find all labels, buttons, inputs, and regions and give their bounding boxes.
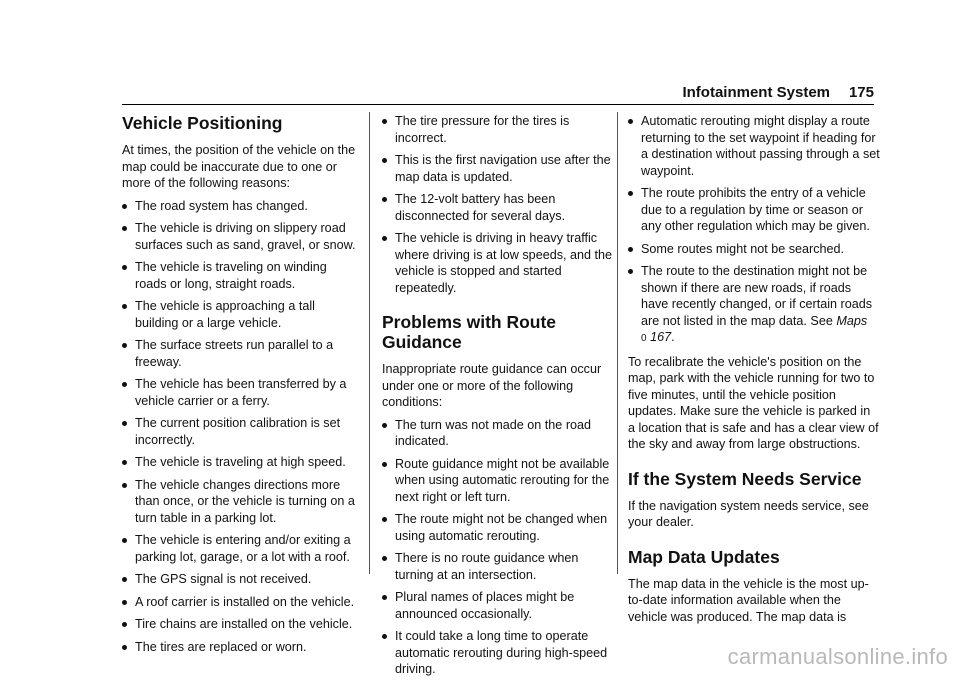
bullet-icon xyxy=(382,197,387,202)
list-item: The vehicle is traveling on winding roads or long, straight roads. xyxy=(122,259,358,292)
bullet-icon xyxy=(628,119,633,124)
column-divider xyxy=(617,112,618,574)
bullet-icon xyxy=(122,483,127,488)
bullet-icon xyxy=(122,600,127,605)
bullet-icon xyxy=(122,204,127,209)
reasons-list-continued xyxy=(382,113,614,296)
list-item: It could take a long time to operate automatic rerouting during high-speed driving. xyxy=(382,628,614,678)
list-item: The surface streets run parallel to a freeway. xyxy=(122,337,358,370)
conditions-list xyxy=(382,417,614,678)
list-item: The vehicle is traveling at high speed. xyxy=(122,454,358,471)
column-1 xyxy=(122,113,358,661)
list-item: This is the first navigation use after the map data is updated. xyxy=(382,152,614,185)
section-heading-vehicle-positioning: Vehicle Positioning xyxy=(122,113,283,133)
list-item: The route might not be changed when using automatic rerouting. xyxy=(382,511,614,544)
map-updates-text: The map data in the vehicle is the most up-to-date information available when the vehicle was produced. The map data is xyxy=(628,576,869,624)
header-rule xyxy=(122,104,874,105)
conditions-list-continued xyxy=(628,113,880,348)
bullet-icon xyxy=(122,343,127,348)
list-item: Route guidance might not be available when using automatic rerouting for the next right or left turn. xyxy=(382,456,614,506)
bullet-icon xyxy=(382,517,387,522)
recalibrate-paragraph: To recalibrate the vehicle's position on the map, park with the vehicle running for two to five minutes, until the vehicle position updates. Make sure the vehicle is parked in a location that is safe and has a clear view of the sky and away from large obstructions. xyxy=(628,354,879,451)
column-2 xyxy=(382,113,614,684)
list-item: The GPS signal is not received. xyxy=(122,571,358,588)
bullet-icon xyxy=(122,538,127,543)
list-item: The vehicle is driving on slippery road surfaces such as sand, gravel, or snow. xyxy=(122,220,358,253)
bullet-icon xyxy=(382,462,387,467)
bullet-icon xyxy=(122,421,127,426)
list-item: The route prohibits the entry of a vehicle due to a regulation by time or season or any other regulation which may be given. xyxy=(628,185,880,235)
column-3 xyxy=(628,113,880,631)
bullet-icon xyxy=(122,304,127,309)
bullet-icon xyxy=(628,247,633,252)
list-item: The 12-volt battery has been disconnected for several days. xyxy=(382,191,614,224)
running-header-title: Infotainment System xyxy=(682,84,830,101)
bullet-icon xyxy=(382,595,387,600)
column-divider xyxy=(369,112,370,574)
list-item: Some routes might not be searched. xyxy=(628,241,880,258)
section-heading-map-updates: Map Data Updates xyxy=(628,546,780,567)
bullet-icon xyxy=(382,236,387,241)
list-item: Tire chains are installed on the vehicle. xyxy=(122,616,358,633)
bullet-icon xyxy=(122,265,127,270)
list-item: The vehicle is entering and/or exiting a parking lot, garage, or a lot with a roof. xyxy=(122,532,358,565)
bullet-icon xyxy=(122,577,127,582)
section-heading-needs-service: If the System Needs Service xyxy=(628,468,862,489)
list-item: Plural names of places might be announced occasionally. xyxy=(382,589,614,622)
list-item: A roof carrier is installed on the vehicle. xyxy=(122,594,358,611)
list-item: The vehicle has been transferred by a vehicle carrier or a ferry. xyxy=(122,376,358,409)
bullet-icon xyxy=(382,158,387,163)
list-item: The turn was not made on the road indicated. xyxy=(382,417,614,450)
vehicle-positioning-intro: At times, the position of the vehicle on the map could be inaccurate due to one or more of the following reasons: xyxy=(122,143,356,190)
list-item: The vehicle is approaching a tall building or a large vehicle. xyxy=(122,298,358,331)
reasons-list xyxy=(122,198,358,656)
bullet-icon xyxy=(122,382,127,387)
list-item: The route to the destination might not be shown if there are new roads, if roads have recently changed, or if certain roads are not listed in the map data. See Maps 0 167. xyxy=(628,263,880,348)
bullet-icon xyxy=(382,119,387,124)
bullet-icon xyxy=(382,634,387,639)
page-reference-arrow-icon: 0 xyxy=(641,333,647,344)
bullet-icon xyxy=(122,226,127,231)
section-heading-route-guidance: Problems with Route Guidance xyxy=(382,312,557,352)
bullet-icon xyxy=(122,460,127,465)
needs-service-text: If the navigation system needs service, see your dealer. xyxy=(628,498,869,529)
list-item: The vehicle is driving in heavy traffic where driving is at low speeds, and the vehicle is stopped and started repeatedly. xyxy=(382,230,614,296)
bullet-icon xyxy=(628,191,633,196)
watermark: carmanualsonline.info xyxy=(727,644,948,669)
bullet-icon xyxy=(628,269,633,274)
list-item: The road system has changed. xyxy=(122,198,358,215)
list-item: The tire pressure for the tires is incorrect. xyxy=(382,113,614,146)
maps-link[interactable]: Maps 0 167 xyxy=(641,313,868,344)
bullet-icon xyxy=(382,423,387,428)
bullet-icon xyxy=(122,645,127,650)
list-item: The current position calibration is set incorrectly. xyxy=(122,415,358,448)
bullet-icon xyxy=(382,556,387,561)
list-item: There is no route guidance when turning at an intersection. xyxy=(382,550,614,583)
bullet-icon xyxy=(122,622,127,627)
page-number: 175 xyxy=(848,84,874,101)
route-guidance-intro: Inappropriate route guidance can occur under one or more of the following conditions: xyxy=(382,362,602,409)
list-item: The vehicle changes directions more than once, or the vehicle is turning on a turn table in a parking lot. xyxy=(122,477,358,527)
list-item: The tires are replaced or worn. xyxy=(122,639,358,656)
list-item: Automatic rerouting might display a route returning to the set waypoint if heading for a destination without passing through a set waypoint. xyxy=(628,113,880,179)
